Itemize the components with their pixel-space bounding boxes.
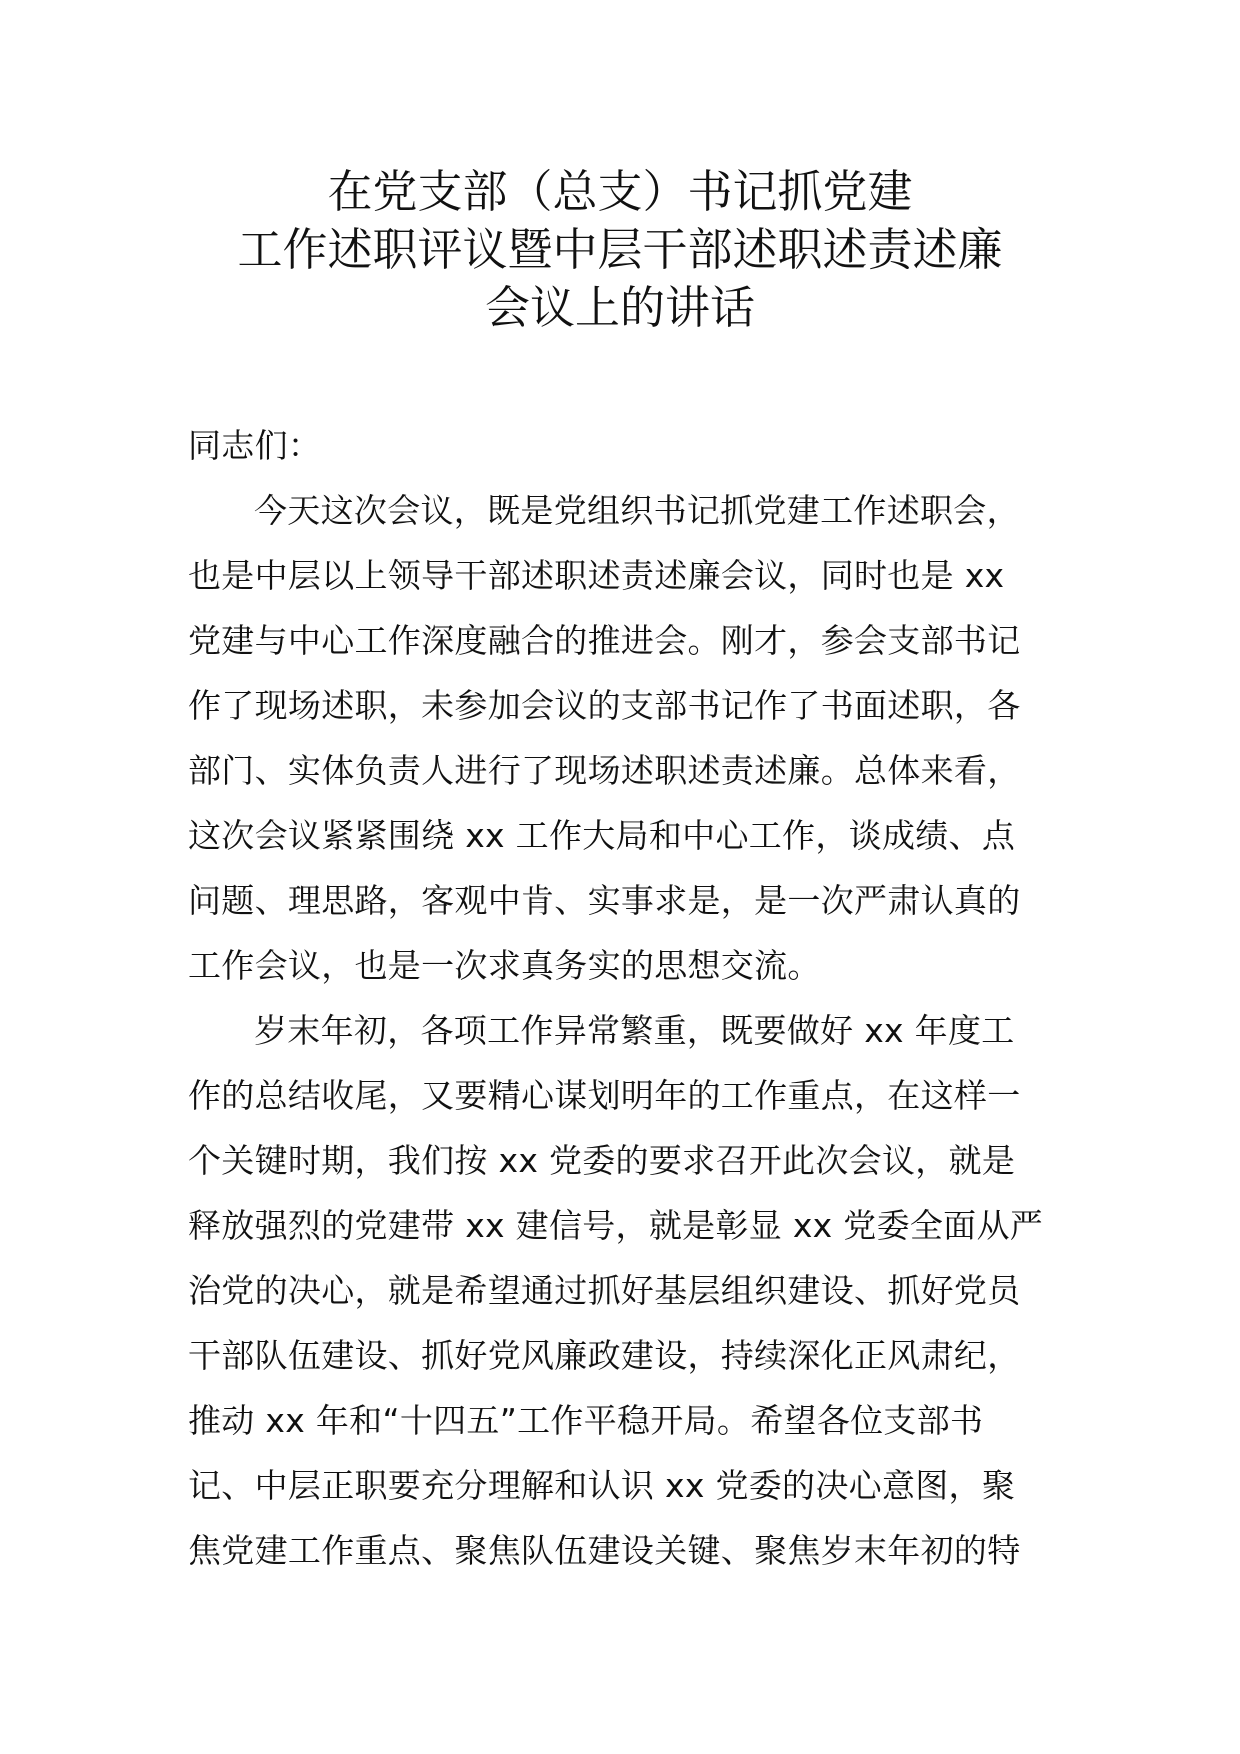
paragraph-line: 个关键时期，我们按 xx 党委的要求召开此次会议，就是 [188, 1141, 1016, 1180]
paragraph-line: 治党的决心，就是希望通过抓好基层组织建设、抓好党员 [188, 1271, 1021, 1310]
paragraph-line: 作的总结收尾，又要精心谋划明年的工作重点，在这样一 [188, 1076, 1021, 1115]
paragraph-line: 今天这次会议，既是党组织书记抓党建工作述职会， [254, 491, 1020, 530]
paragraph-line: 也是中层以上领导干部述职述责述廉会议，同时也是 xx [188, 556, 1005, 595]
document-body [188, 413, 1058, 1583]
paragraph-line: 工作会议，也是一次求真务实的思想交流。 [188, 946, 821, 985]
document-title [0, 163, 1240, 337]
title-line: 工作述职评议暨中层干部述职述责述廉 [237, 223, 1003, 276]
title-line: 在党支部（总支）书记抓党建 [327, 165, 913, 218]
paragraph-line: 作了现场述职，未参加会议的支部书记作了书面述职，各 [188, 686, 1021, 725]
paragraph-line: 焦党建工作重点、聚焦队伍建设关键、聚焦岁末年初的特 [188, 1531, 1021, 1570]
paragraph-line: 问题、理思路，客观中肯、实事求是，是一次严肃认真的 [188, 881, 1021, 920]
paragraph-1 [188, 478, 1058, 998]
paragraph-line: 岁末年初，各项工作异常繁重，既要做好 xx 年度工 [254, 1011, 1015, 1050]
paragraph-line: 记、中层正职要充分理解和认识 xx 党委的决心意图，聚 [188, 1466, 1016, 1505]
paragraph-line: 推动 xx 年和“十四五”工作平稳开局。希望各位支部书 [188, 1401, 984, 1440]
paragraph-line: 部门、实体负责人进行了现场述职述责述廉。总体来看， [188, 751, 1021, 790]
paragraph-line: 党建与中心工作深度融合的推进会。刚才，参会支部书记 [188, 621, 1021, 660]
salutation: 同志们： [188, 426, 322, 465]
paragraph-line: 释放强烈的党建带 xx 建信号，就是彰显 xx 党委全面从严 [188, 1206, 1044, 1245]
paragraph-line: 这次会议紧紧围绕 xx 工作大局和中心工作，谈成绩、点 [188, 816, 1016, 855]
paragraph-line: 干部队伍建设、抓好党风廉政建设，持续深化正风肃纪， [188, 1336, 1021, 1375]
paragraph-2 [188, 998, 1058, 1583]
title-line: 会议上的讲话 [484, 281, 755, 334]
